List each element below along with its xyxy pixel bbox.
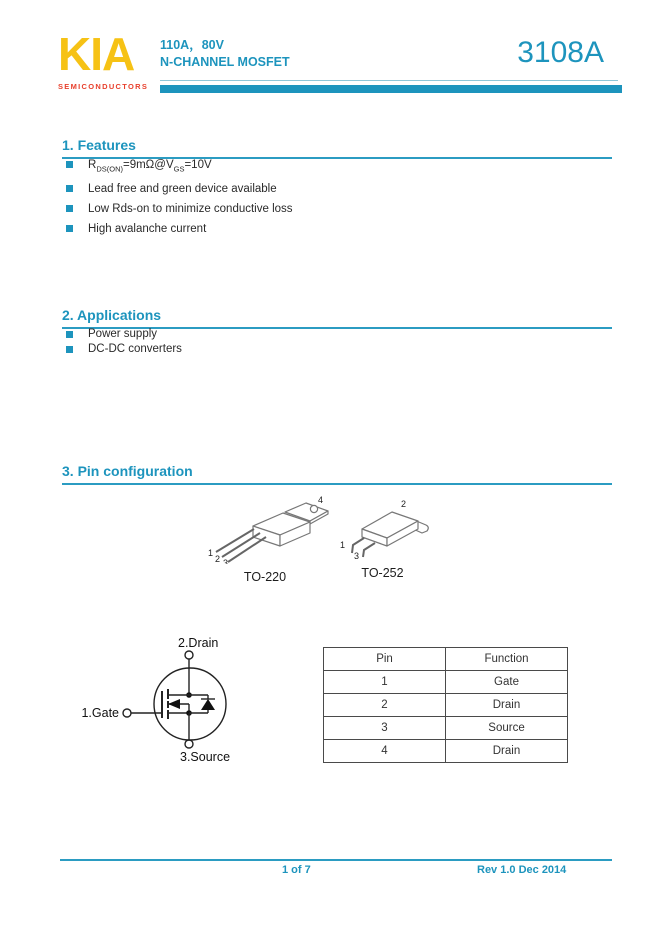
bullet-square-icon	[66, 161, 73, 168]
mosfet-symbol-drawing	[70, 627, 310, 777]
pin-cell: 3	[324, 717, 446, 740]
feature-text: High avalanche current	[88, 223, 207, 236]
to252-pin1-number: 1	[340, 540, 346, 550]
header-accent-bar	[160, 85, 622, 93]
applications-section	[62, 307, 612, 358]
brand-logo-text: KIA	[58, 28, 135, 80]
pin-config-section	[62, 463, 612, 485]
feature-text: Lead free and green device available	[88, 183, 277, 196]
bullet-square-icon	[66, 185, 73, 192]
to252-package	[330, 496, 435, 580]
function-cell: Source	[446, 717, 568, 740]
list-item	[62, 344, 612, 356]
to220-package	[200, 496, 330, 584]
pin-config-section-rule	[62, 483, 612, 485]
to220-pin3-number: 3	[223, 558, 229, 564]
table-row	[324, 671, 568, 694]
feature-text: Low Rds-on to minimize conductive loss	[88, 203, 293, 216]
features-section-title: 1. Features	[62, 137, 136, 153]
pin-cell: 4	[324, 740, 446, 763]
to220-pin2-number: 2	[215, 554, 221, 564]
bullet-square-icon	[66, 225, 73, 232]
pin-column-header: Pin	[324, 648, 446, 671]
pin-cell: 1	[324, 671, 446, 694]
device-summary	[160, 37, 290, 71]
application-text: Power supply	[88, 328, 158, 340]
to220-package-label: TO-220	[243, 570, 287, 584]
footer-rule	[60, 859, 612, 861]
source-terminal-label: 3.Source	[180, 750, 231, 764]
to252-package-drawing	[330, 496, 435, 560]
mosfet-symbol	[70, 627, 310, 782]
pin-function-table	[323, 647, 568, 763]
function-column-header: Function	[446, 648, 568, 671]
function-cell: Gate	[446, 671, 568, 694]
table-row	[324, 740, 568, 763]
feature-text: $R_{DS(ON)}=9m\Omega@V_{GS}=10V$	[88, 159, 212, 174]
to220-pin1-number: 1	[208, 548, 214, 558]
drain-terminal-label: 2.Drain	[178, 636, 219, 650]
to220-package-drawing	[200, 496, 330, 564]
bullet-square-icon	[66, 346, 73, 353]
bullet-square-icon	[66, 331, 73, 338]
page-indicator: 1 of 7	[282, 864, 311, 876]
device-type: N-CHANNEL MOSFET	[160, 55, 290, 69]
list-item	[62, 223, 612, 235]
gate-terminal-label: 1.Gate	[81, 706, 119, 720]
pin-cell: 2	[324, 694, 446, 717]
list-item	[62, 203, 612, 215]
table-row	[324, 694, 568, 717]
brand-logo	[58, 30, 148, 91]
part-number: 3108A	[517, 36, 604, 69]
list-item	[62, 183, 612, 195]
to252-package-label: TO-252	[361, 566, 404, 580]
pin-config-section-title: 3. Pin configuration	[62, 463, 193, 479]
features-list	[62, 159, 612, 235]
device-rating: 110A，80V	[160, 38, 224, 52]
application-text: DC-DC converters	[88, 342, 182, 355]
to220-pin4-number: 4	[318, 496, 324, 505]
applications-section-title: 2. Applications	[62, 307, 162, 323]
brand-logo-subtext: SEMICONDUCTORS	[58, 82, 149, 91]
revision-label: Rev 1.0 Dec 2014	[477, 864, 567, 876]
function-cell: Drain	[446, 694, 568, 717]
to252-pin2-number: 2	[401, 499, 407, 509]
bullet-square-icon	[66, 205, 73, 212]
applications-list	[62, 329, 612, 355]
features-section	[62, 137, 612, 243]
list-item	[62, 159, 612, 175]
to252-pin3-number: 3	[354, 551, 360, 560]
table-header-row	[324, 648, 568, 671]
table-row	[324, 717, 568, 740]
list-item	[62, 329, 612, 341]
function-cell: Drain	[446, 740, 568, 763]
header-thin-rule	[160, 80, 618, 81]
